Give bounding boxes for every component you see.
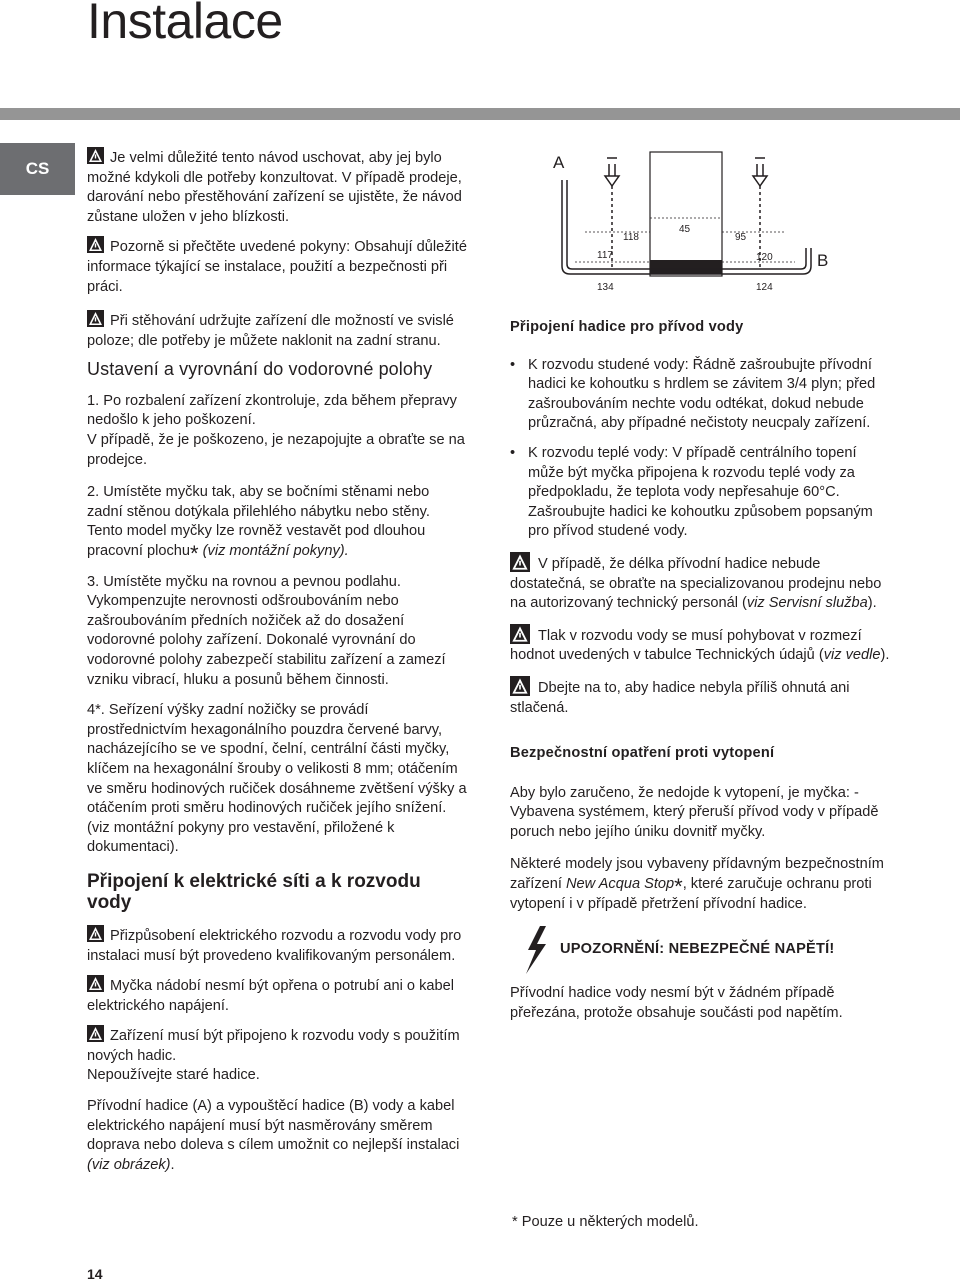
- flood-paragraph-1: Aby bylo zaručeno, že nedojde k vytopení, je myčka: - Vybavena systémem, který přeruší přívod vody v případě poruch nebo jejího úniku dovnitř myčky.: [510, 784, 879, 840]
- step-3: 3. Umístěte myčku na rovnou a pevnou podlahu. Vykompenzujte nerovnosti odšroubováním nebo zašroubováním předních nožiček až do dosažení vodorovné polohy zařízení. Dokonalé vyrovnání do vodorovné polohy zabezpečí stabilitu zařízení a zamezí vzniku vibrací, hluku a posunů během činnosti.: [87, 573, 446, 688]
- warning-icon: [87, 975, 104, 992]
- diagram-label-a: A: [553, 153, 565, 172]
- bullet-marker: •: [510, 444, 516, 461]
- diagram-dim-134: 134: [597, 282, 614, 293]
- warning-icon: [87, 1025, 104, 1042]
- closing-reference: (viz obrázek): [87, 1156, 171, 1173]
- bullet-hot-water: • K rozvodu teplé vody: V případě centrálního topení může být myčka připojena k rozvodu teplé vody za předpokladu, že teplota vody nepřesahuje 60°C. Zašroubujte hadici ke kohoutku způsobem popsaným pro přívod studené vody.: [510, 444, 873, 540]
- warning-note-5: Myčka nádobí nesmí být opřena o potrubí ani o kabel elektrického napájení.: [87, 975, 467, 1016]
- diagram-dim-118: 118: [623, 232, 639, 243]
- step-1a: 1. Po rozbalení zařízení zkontroluje, zda během přepravy nedošlo k jeho poškození.: [87, 392, 457, 429]
- warning-icon: [87, 925, 104, 942]
- section-heading-leveling: Ustavení a vyrovnání do vodorovné polohy: [87, 359, 433, 380]
- step-4: 4*. Seřízení výšky zadní nožičky se provádí prostřednictvím hexagonálního pouzdra červené barvy, nacházejícího se ve spodní, čelní, centrální části myčky, klíčem na hexagonální šrouby o velikosti 8 mm; otáčením ve směru hodinových ručiček dosáhneme zvětšení výšky a otáčením proti směru hodinových ručiček jejího snížení. (viz montážní pokyny pro vestavění, přiložené k dokumentaci).: [87, 702, 467, 856]
- asterisk: *: [190, 541, 199, 566]
- section-heading-flood-protection: Bezpečnostní opatření proti vytopení: [510, 745, 775, 762]
- bullet-cold-water: • K rozvodu studené vody: Řádně zašroubujte přívodní hadici ke kohoutku s hrdlem se závitem 3/4 plyn; před zašroubováním nechte vodu odtékat, dokud nebude průzračná, aby případné nečistoty neucpaly zařízení.: [510, 356, 876, 432]
- warning-note-1: Je velmi důležité tento návod uschovat, aby jej bylo možné kdykoli dle potřeby konzultovat. V případě prodeje, darování nebo přestěhování zařízení se ujistěte, že návod zůstane uložen v jeho blízkosti.: [87, 147, 467, 227]
- warning-note-r1: V případě, že délka přívodní hadice nebude dostatečná, se obraťte na specializovanou prodejnu nebo na autorizovaný technický personál (viz Servisní služba).: [510, 552, 895, 614]
- warning-icon: [510, 552, 530, 572]
- warning-note-r2: Tlak v rozvodu vody se musí pohybovat v rozmezí hodnot uvedených v tabulce Technických údajů (viz vedle).: [510, 624, 895, 666]
- flood-paragraph-3: Přívodní hadice vody nesmí být v žádném případě přeřezána, protože obsahuje součásti pod napětím.: [510, 985, 843, 1021]
- page-title: Instalace: [87, 0, 283, 49]
- warning-note-4: Přizpůsobení elektrického rozvodu a rozvodu vody pro instalaci musí být provedeno kvalifikovaným personálem.: [87, 925, 467, 966]
- step-1b: V případě, že je poškozeno, je nezapojujte a obraťte se na prodejce.: [87, 432, 465, 468]
- warning-icon: [510, 676, 530, 696]
- diagram-dim-120: 120: [756, 252, 773, 263]
- diagram-dim-124: 124: [756, 282, 773, 293]
- danger-warning-text: UPOZORNĚNÍ: NEBEZPEČNÉ NAPĚTÍ!: [560, 941, 835, 958]
- language-tab: [0, 143, 75, 195]
- left-column: [87, 147, 467, 1175]
- installation-diagram: [545, 148, 845, 298]
- footnote: * Pouze u některých modelů.: [512, 1214, 699, 1230]
- right-column: [510, 318, 895, 1023]
- diagram-dim-95: 95: [735, 232, 747, 243]
- warning-note-r3: Dbejte na to, aby hadice nebyla příliš ohnutá ani stlačená.: [510, 676, 895, 718]
- section-heading-connection: Připojení k elektrické síti a k rozvodu vody: [87, 870, 421, 913]
- warning-note-6: Zařízení musí být připojeno k rozvodu vody s použitím nových hadic.: [87, 1025, 467, 1066]
- section-heading-water-inlet: Připojení hadice pro přívod vody: [510, 319, 744, 335]
- diagram-label-b: B: [817, 251, 829, 270]
- danger-warning: [510, 926, 895, 974]
- warning-icon: [87, 310, 104, 327]
- closing-paragraph: Přívodní hadice (A) a vypouštěcí hadice (B) vody a kabel elektrického napájení musí být nasměrovány směrem doprava nebo doleva s cílem umožnit co nejlepší instalaci (viz obrázek).: [87, 1098, 460, 1173]
- warning-note-6b: Nepoužívejte staré hadice.: [87, 1067, 260, 1084]
- step-2: 2. Umístěte myčku tak, aby se bočními stěnami nebo zadní stěnou dotýkala přilehlého nábytku nebo stěny. Tento model myčky lze rovněž vestavět pod dlouhou pracovní plochu* (viz montážní pokyny).: [87, 484, 430, 566]
- warning-icon: [87, 236, 104, 253]
- warning-note-2: Pozorně si přečtěte uvedené pokyny: Obsahují důležité informace týkající se instalace, použití a bezpečnosti při práci.: [87, 236, 467, 297]
- warning-note-3: Při stěhování udržujte zařízení dle možností ve svislé poloze; dle potřeby je můžete naklonit na zadní stranu.: [87, 310, 467, 351]
- asterisk: *: [674, 874, 683, 900]
- warning-icon: [87, 147, 104, 164]
- header-rule: [0, 108, 960, 120]
- step-2-reference: (viz montážní pokyny).: [202, 543, 349, 559]
- diagram-dim-45: 45: [679, 224, 691, 235]
- page-number: 14: [87, 1266, 103, 1282]
- language-code: CS: [25, 159, 50, 178]
- lightning-bolt-icon: [522, 926, 550, 974]
- flood-paragraph-2: Některé modely jsou vybaveny přídavným bezpečnostním zařízení New Acqua Stop*, které zaručuje ochranu proti vytopení i v případě přetržení přívodní hadice.: [510, 856, 884, 912]
- warning-icon: [510, 624, 530, 644]
- diagram-dim-117: 117: [597, 250, 613, 261]
- bullet-marker: •: [510, 356, 516, 373]
